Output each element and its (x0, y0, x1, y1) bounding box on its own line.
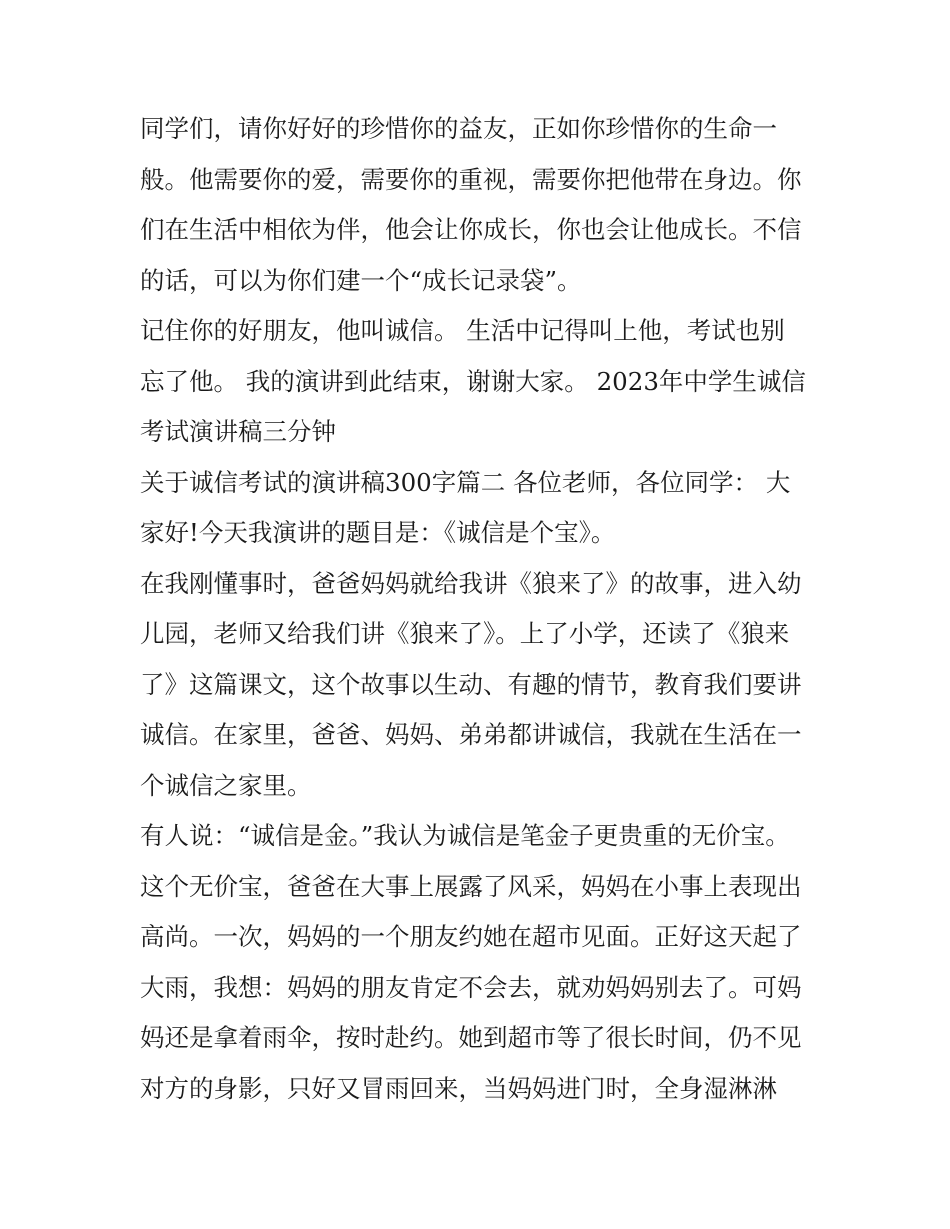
text-line: 诚信。在家里，爸爸、妈妈、弟弟都讲诚信，我就在生活在一 (140, 720, 802, 749)
text-line: 同学们，请你好好的珍惜你的益友，正如你珍惜你的生命一 (140, 114, 777, 143)
text-line: 高尚。一次，妈妈的一个朋友约她在超市见面。正好这天起了 (140, 922, 802, 951)
text-line: 的话，可以为你们建一个“成长记录袋”。 (140, 265, 582, 295)
text-line: 们在生活中相依为伴，他会让你成长，你也会让他成长。不信 (140, 215, 802, 244)
text-line: 记住你的好朋友，他叫诚信。 生活中记得叫上他，考试也别 (140, 316, 785, 345)
text-line: 家好!今天我演讲的题目是：《诚信是个宝》。 (140, 518, 616, 547)
text-line: 在我刚懂事时，爸爸妈妈就给我讲《狼来了》的故事，进入幼 (140, 568, 802, 598)
text-line: 忘了他。 我的演讲到此结束，谢谢大家。 2023年中学生诚信 (140, 366, 806, 396)
text-line: 关于诚信考试的演讲稿300字篇二 各位老师，各位同学： 大 (140, 467, 791, 497)
text-line: 般。他需要你的爱，需要你的重视，需要你把他带在身边。你 (140, 164, 802, 194)
text-line: 个诚信之家里。 (140, 770, 312, 800)
text-line: 大雨，我想：妈妈的朋友肯定不会去，就劝妈妈别去了。可妈 (140, 972, 802, 1002)
text-line: 妈还是拿着雨伞，按时赴约。她到超市等了很长时间，仍不见 (140, 1023, 802, 1052)
text-line: 了》这篇课文，这个故事以生动、有趣的情节，教育我们要讲 (140, 669, 802, 699)
body-text (140, 104, 820, 1114)
text-line: 儿园，老师又给我们讲《狼来了》。上了小学，还读了《狼来 (140, 619, 790, 648)
text-line: 有人说：“诚信是金。”我认为诚信是笔金子更贵重的无价宝。 (140, 821, 790, 850)
text-line: 这个无价宝，爸爸在大事上展露了风采，妈妈在小事上表现出 (140, 871, 802, 901)
text-line: 对方的身影，只好又冒雨回来，当妈妈进门时，全身湿淋淋 (140, 1073, 777, 1103)
text-line: 考试演讲稿三分钟 (140, 417, 336, 446)
